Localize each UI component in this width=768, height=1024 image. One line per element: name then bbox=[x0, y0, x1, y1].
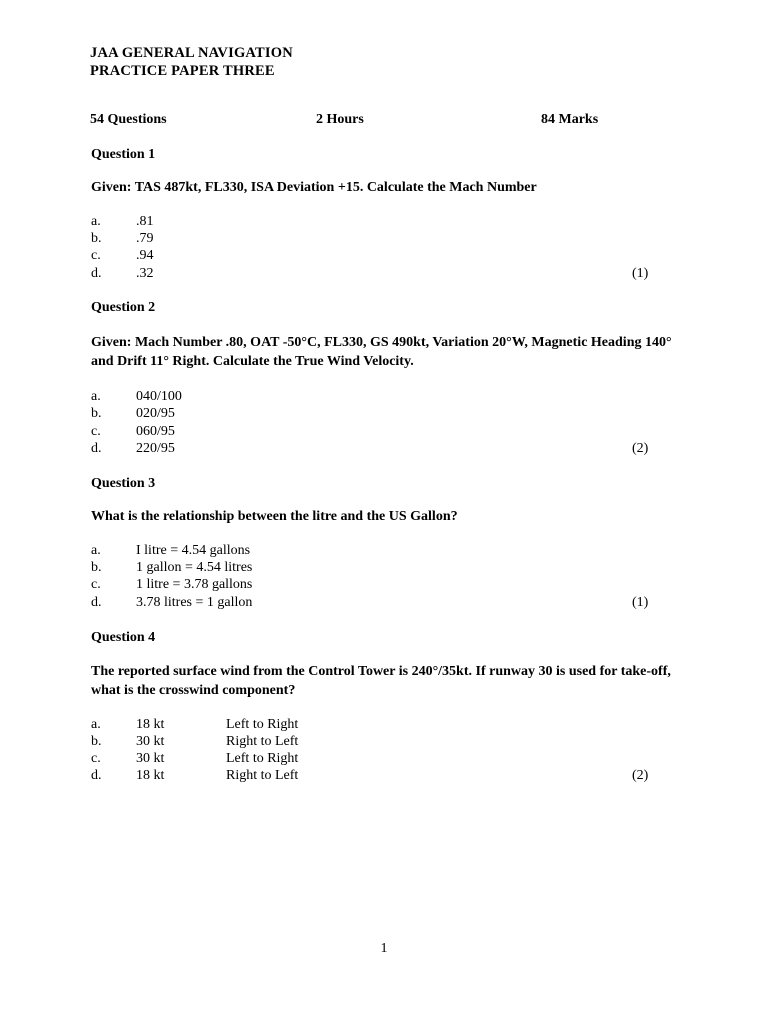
option-value: .32 bbox=[136, 266, 154, 281]
option-value: 040/100 bbox=[136, 389, 182, 404]
option-value: 18 kt bbox=[136, 768, 165, 783]
option-letter: a. bbox=[91, 214, 101, 229]
question-1-option-b bbox=[0, 230, 768, 247]
option-letter: a. bbox=[91, 717, 101, 732]
total-marks: 84 Marks bbox=[541, 112, 599, 127]
option-letter: b. bbox=[91, 560, 102, 575]
question-2-option-b bbox=[0, 405, 768, 422]
option-letter: c. bbox=[91, 751, 101, 766]
question-4-marks: (2) bbox=[632, 768, 649, 783]
option-value: 18 kt bbox=[136, 717, 165, 732]
option-letter: d. bbox=[91, 441, 102, 456]
question-3-text: What is the relationship between the litre and the US Gallon? bbox=[91, 509, 458, 524]
option-letter: a. bbox=[91, 389, 101, 404]
question-3-option-a bbox=[0, 542, 768, 559]
option-value: 1 gallon = 4.54 litres bbox=[136, 560, 253, 575]
option-value: 30 kt bbox=[136, 751, 165, 766]
question-4-option-a bbox=[0, 716, 768, 733]
question-2-heading: Question 2 bbox=[91, 300, 156, 315]
option-direction: Right to Left bbox=[226, 768, 299, 783]
option-value: 020/95 bbox=[136, 406, 175, 421]
option-letter: d. bbox=[91, 768, 102, 783]
question-2-option-c bbox=[0, 423, 768, 440]
option-value: 060/95 bbox=[136, 424, 175, 439]
question-3-option-b bbox=[0, 559, 768, 576]
option-value: .94 bbox=[136, 248, 154, 263]
option-letter: b. bbox=[91, 734, 102, 749]
question-2-text: Given: Mach Number .80, OAT -50°C, FL330, GS 490kt, Variation 20°W, Magnetic Heading 140° and Drift 11° Right. Calculate the True Wind Velocity. bbox=[91, 335, 672, 369]
question-4-text: The reported surface wind from the Control Tower is 240°/35kt. If runway 30 is used for take-off, what is the crosswind component? bbox=[91, 664, 671, 698]
option-value: 220/95 bbox=[136, 441, 175, 456]
option-direction: Left to Right bbox=[226, 717, 299, 732]
option-direction: Right to Left bbox=[226, 734, 299, 749]
option-value: 3.78 litres = 1 gallon bbox=[136, 595, 253, 610]
question-3-marks: (1) bbox=[632, 595, 649, 610]
exam-duration: 2 Hours bbox=[316, 112, 364, 127]
question-1-option-d bbox=[0, 265, 768, 282]
page-number: 1 bbox=[380, 941, 388, 956]
option-letter: c. bbox=[91, 577, 101, 592]
option-letter: d. bbox=[91, 266, 102, 281]
question-1-heading: Question 1 bbox=[91, 147, 156, 162]
option-letter: b. bbox=[91, 231, 102, 246]
question-1-option-c bbox=[0, 247, 768, 264]
question-1-option-a bbox=[0, 213, 768, 230]
question-count: 54 Questions bbox=[90, 112, 167, 127]
question-3-option-c bbox=[0, 576, 768, 593]
option-letter: b. bbox=[91, 406, 102, 421]
option-letter: d. bbox=[91, 595, 102, 610]
question-4-option-c bbox=[0, 750, 768, 767]
document-title-line-2: PRACTICE PAPER THREE bbox=[90, 63, 275, 79]
question-4-heading: Question 4 bbox=[91, 630, 156, 645]
question-1-marks: (1) bbox=[632, 266, 649, 281]
question-2-option-d bbox=[0, 440, 768, 457]
question-3-option-d bbox=[0, 594, 768, 611]
option-direction: Left to Right bbox=[226, 751, 299, 766]
option-value: .79 bbox=[136, 231, 154, 246]
question-4-option-d bbox=[0, 767, 768, 784]
option-value: I litre = 4.54 gallons bbox=[136, 543, 251, 558]
question-4-option-b bbox=[0, 733, 768, 750]
option-letter: a. bbox=[91, 543, 101, 558]
option-letter: c. bbox=[91, 424, 101, 439]
question-2-option-a bbox=[0, 388, 768, 405]
option-value: .81 bbox=[136, 214, 154, 229]
question-1-text: Given: TAS 487kt, FL330, ISA Deviation +15. Calculate the Mach Number bbox=[91, 180, 537, 195]
option-value: 30 kt bbox=[136, 734, 165, 749]
question-2-marks: (2) bbox=[632, 441, 649, 456]
question-3-heading: Question 3 bbox=[91, 476, 156, 491]
document-title-line-1: JAA GENERAL NAVIGATION bbox=[90, 45, 293, 61]
option-letter: c. bbox=[91, 248, 101, 263]
option-value: 1 litre = 3.78 gallons bbox=[136, 577, 253, 592]
